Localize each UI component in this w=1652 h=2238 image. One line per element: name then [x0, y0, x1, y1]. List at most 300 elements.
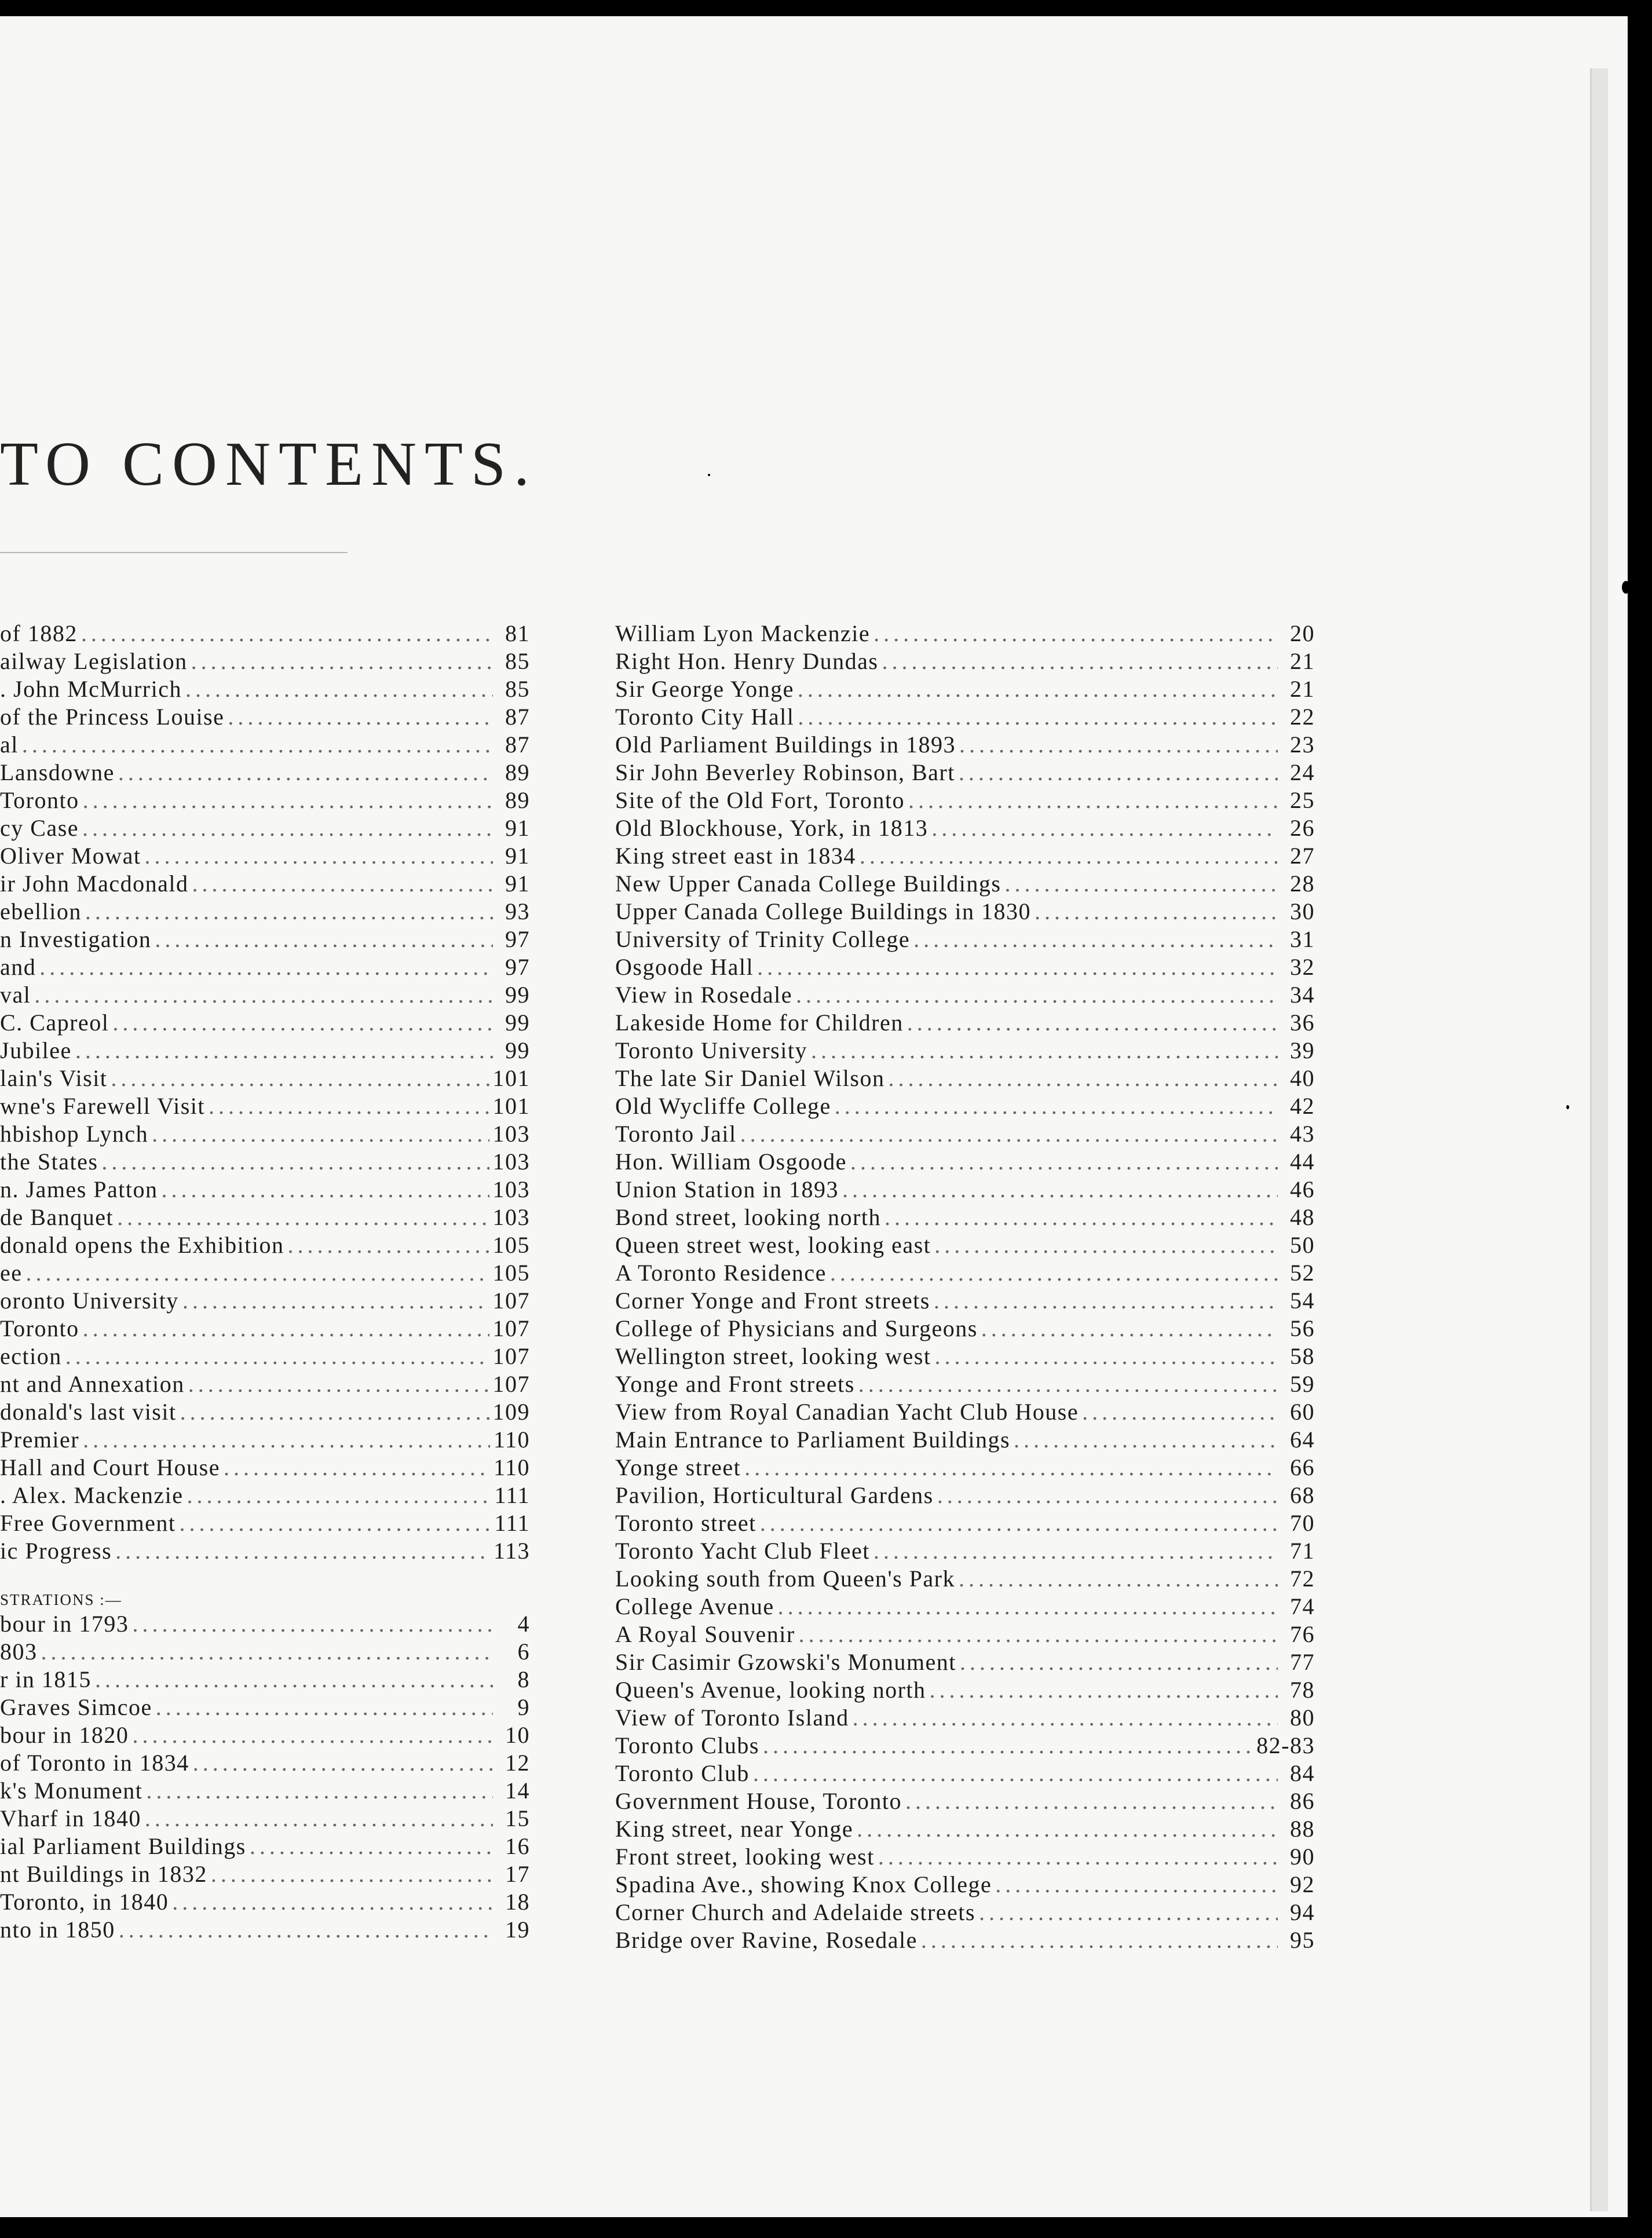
dot-leader: [873, 620, 1278, 648]
dot-leader: [930, 1676, 1278, 1704]
contents-entry: [0, 1721, 530, 1749]
entry-label: Yonge street: [615, 1454, 741, 1480]
entry-label: . John McMurrich: [0, 676, 182, 702]
contents-entry: [615, 1648, 1315, 1676]
entry-page-number: 105: [492, 1260, 530, 1286]
dot-leader: [799, 1621, 1278, 1648]
entry-label: Queen's Avenue, looking north: [615, 1677, 926, 1703]
dot-leader: [83, 1426, 490, 1454]
entry-page-number: 52: [1290, 1260, 1315, 1286]
contents-entry: [0, 1231, 530, 1259]
entry-page-number: 90: [1290, 1844, 1315, 1870]
dot-leader: [182, 1287, 489, 1315]
entry-label: William Lyon Mackenzie: [615, 620, 871, 646]
contents-entry: [615, 1204, 1315, 1231]
contents-entry: [615, 1009, 1315, 1037]
entry-page-number: 17: [505, 1861, 530, 1887]
entry-label: C. Capreol: [0, 1010, 109, 1036]
contents-entry: [615, 1871, 1315, 1899]
dot-leader: [185, 675, 493, 703]
contents-entry: [615, 675, 1315, 703]
entry-page-number: 76: [1290, 1621, 1315, 1647]
entry-label: Hon. William Osgoode: [615, 1149, 847, 1175]
dot-leader: [22, 731, 493, 759]
contents-entry: [0, 1777, 530, 1805]
dot-leader: [981, 1315, 1278, 1343]
entry-page-number: 107: [492, 1288, 530, 1314]
entry-label: ir John Macdonald: [0, 871, 189, 897]
contents-entry: [0, 1482, 530, 1509]
entry-label: Oliver Mowat: [0, 843, 141, 869]
contents-entry: [615, 1370, 1315, 1398]
dot-leader: [937, 1482, 1278, 1509]
entry-label: Toronto Clubs: [615, 1732, 759, 1758]
contents-entry: [615, 814, 1315, 842]
entry-page-number: 107: [492, 1371, 530, 1397]
contents-entry: [0, 759, 530, 787]
dot-leader: [1004, 870, 1278, 898]
entry-label: donald's last visit: [0, 1399, 177, 1425]
entry-page-number: 12: [505, 1750, 530, 1776]
entry-label: n. James Patton: [0, 1176, 158, 1202]
entry-page-number: 101: [492, 1065, 530, 1091]
entry-page-number: 95: [1290, 1927, 1315, 1953]
contents-entry: [615, 1704, 1315, 1732]
entry-page-number: 99: [505, 1010, 530, 1036]
contents-entry: [615, 1537, 1315, 1565]
entry-page-number: 19: [505, 1917, 530, 1943]
entry-label: Premier: [0, 1427, 80, 1453]
contents-entry: [0, 926, 530, 953]
entry-label: of 1882: [0, 620, 78, 646]
entry-page-number: 20: [1290, 620, 1315, 646]
dot-leader: [959, 731, 1278, 759]
dot-leader: [211, 1860, 493, 1888]
dot-leader: [83, 1315, 489, 1343]
dot-leader: [26, 1259, 489, 1287]
entry-label: Toronto University: [615, 1037, 807, 1063]
entry-page-number: 40: [1290, 1065, 1315, 1091]
entry-label: donald opens the Exhibition: [0, 1232, 284, 1258]
entry-page-number: 21: [1290, 676, 1315, 702]
entry-label: Spadina Ave., showing Knox College: [615, 1871, 992, 1897]
entry-label: bour in 1793: [0, 1611, 129, 1637]
contents-entry: [0, 1204, 530, 1231]
illustrations-subheading: STRATIONS :—: [0, 1591, 122, 1608]
entry-page-number: 58: [1290, 1343, 1315, 1369]
entry-label: Jubilee: [0, 1037, 72, 1063]
entry-page-number: 23: [1290, 732, 1315, 758]
entry-page-number: 30: [1290, 898, 1315, 924]
dot-leader: [757, 953, 1278, 981]
illustrations-list: [0, 1610, 530, 1944]
contents-entry: [615, 1509, 1315, 1537]
entry-page-number: 44: [1290, 1149, 1315, 1175]
contents-entry: [0, 1509, 530, 1537]
entry-page-number: 97: [505, 926, 530, 952]
dot-leader: [250, 1833, 493, 1860]
contents-column-right: [615, 620, 1315, 1954]
entry-label: Toronto: [0, 1315, 79, 1341]
entry-page-number: 4: [517, 1611, 530, 1637]
entry-label: ebellion: [0, 898, 82, 924]
entry-label: n Investigation: [0, 926, 152, 952]
entry-page-number: 14: [505, 1778, 530, 1804]
entry-page-number: 80: [1290, 1705, 1315, 1731]
dot-leader: [95, 1666, 493, 1694]
entry-label: nto in 1850: [0, 1917, 115, 1943]
entry-label: Bond street, looking north: [615, 1204, 881, 1230]
entry-label: Wellington street, looking west: [615, 1343, 931, 1369]
entry-label: Graves Simcoe: [0, 1694, 152, 1720]
entry-label: Toronto Club: [615, 1760, 750, 1786]
contents-entry: [0, 814, 530, 842]
entry-page-number: 91: [505, 815, 530, 841]
entry-page-number: 81: [505, 620, 530, 646]
contents-entry: [615, 1259, 1315, 1287]
dot-leader: [744, 1454, 1278, 1482]
entry-label: A Royal Souvenir: [615, 1621, 795, 1647]
entry-label: Osgoode Hall: [615, 954, 754, 980]
dot-leader: [115, 1537, 490, 1565]
dot-leader: [873, 1537, 1278, 1565]
dot-leader: [934, 1343, 1278, 1370]
contents-entry: [0, 1287, 530, 1315]
entry-page-number: 56: [1290, 1315, 1315, 1341]
contents-entry: [0, 1638, 530, 1666]
entry-page-number: 26: [1290, 815, 1315, 841]
scan-speck: [1566, 1105, 1569, 1109]
entry-label: View of Toronto Island: [615, 1705, 849, 1731]
entry-label: Front street, looking west: [615, 1844, 875, 1870]
dot-leader: [101, 1148, 489, 1176]
contents-entry: [615, 1120, 1315, 1148]
contents-entry: [615, 1231, 1315, 1259]
contents-entry: [0, 1176, 530, 1204]
contents-entry: [615, 1732, 1315, 1760]
scan-speck: [708, 474, 710, 476]
entry-page-number: 50: [1290, 1232, 1315, 1258]
contents-entry: [615, 870, 1315, 898]
dot-leader: [934, 1287, 1278, 1315]
entry-page-number: 93: [505, 898, 530, 924]
entry-page-number: 31: [1290, 926, 1315, 952]
contents-entry: [615, 842, 1315, 870]
dot-leader: [842, 1176, 1278, 1204]
contents-entry: [0, 981, 530, 1009]
entry-label: ailway Legislation: [0, 648, 188, 674]
dot-leader: [959, 759, 1278, 787]
dot-leader: [885, 1204, 1278, 1231]
dot-leader: [65, 1343, 489, 1370]
entry-page-number: 28: [1290, 871, 1315, 897]
contents-entry: [615, 1092, 1315, 1120]
section-gap: [0, 1565, 530, 1582]
contents-entry: [615, 1287, 1315, 1315]
entry-page-number: 107: [492, 1315, 530, 1341]
entry-page-number: 85: [505, 648, 530, 674]
entry-label: Queen street west, looking east: [615, 1232, 931, 1258]
dot-leader: [146, 1777, 493, 1805]
contents-entry: [615, 1065, 1315, 1092]
contents-entry: [0, 1343, 530, 1370]
entry-page-number: 111: [494, 1510, 530, 1536]
entry-page-number: 48: [1290, 1204, 1315, 1230]
dot-leader: [931, 814, 1278, 842]
entry-page-number: 8: [517, 1666, 530, 1692]
entry-label: wne's Farewell Visit: [0, 1093, 206, 1119]
contents-entry: [615, 1482, 1315, 1509]
dot-leader: [860, 842, 1278, 870]
dot-leader: [191, 648, 493, 675]
dot-leader: [811, 1037, 1278, 1065]
entry-label: nt Buildings in 1832: [0, 1861, 207, 1887]
entry-page-number: 110: [493, 1454, 530, 1480]
entry-page-number: 46: [1290, 1176, 1315, 1202]
contents-entry: [615, 1343, 1315, 1370]
contents-entry: [615, 703, 1315, 731]
contents-entry: [0, 1694, 530, 1721]
contents-entry: [0, 1610, 530, 1638]
page-edge-band: [1590, 68, 1608, 2211]
contents-entry: [0, 787, 530, 814]
entry-label: Main Entrance to Parliament Buildings: [615, 1427, 1011, 1453]
contents-entry: [0, 1833, 530, 1860]
entry-page-number: 105: [492, 1232, 530, 1258]
entry-page-number: 6: [517, 1639, 530, 1665]
contents-entry: [615, 1926, 1315, 1954]
entry-label: of Toronto in 1834: [0, 1750, 189, 1776]
contents-entry: [0, 1749, 530, 1777]
entry-page-number: 9: [517, 1694, 530, 1720]
entry-label: cy Case: [0, 815, 79, 841]
entry-page-number: 113: [493, 1538, 530, 1564]
contents-entry: [615, 981, 1315, 1009]
entry-label: Toronto City Hall: [615, 704, 795, 730]
contents-entry: [0, 1805, 530, 1833]
entry-page-number: 107: [492, 1343, 530, 1369]
contents-entry: [615, 1315, 1315, 1343]
contents-entry: [615, 1899, 1315, 1926]
dot-leader: [778, 1593, 1278, 1621]
dot-leader: [156, 1694, 493, 1721]
dot-leader: [913, 926, 1278, 953]
entry-page-number: 103: [492, 1121, 530, 1147]
entry-label: Sir Casimir Gzowski's Monument: [615, 1649, 956, 1675]
entry-label: Lansdowne: [0, 759, 115, 785]
dot-leader: [796, 981, 1278, 1009]
dot-leader: [224, 1454, 490, 1482]
entry-page-number: 10: [505, 1722, 530, 1748]
dot-leader: [180, 1509, 491, 1537]
entry-label: Old Parliament Buildings in 1893: [615, 732, 956, 758]
dot-leader: [81, 620, 493, 648]
dot-leader: [1082, 1398, 1278, 1426]
title-rule: [0, 552, 348, 553]
entry-page-number: 99: [505, 1037, 530, 1063]
entry-label: ial Parliament Buildings: [0, 1833, 246, 1859]
entry-page-number: 72: [1290, 1566, 1315, 1592]
dot-leader: [905, 1787, 1278, 1815]
entry-label: Yonge and Front streets: [615, 1371, 855, 1397]
entry-label: Looking south from Queen's Park: [615, 1566, 955, 1592]
contents-entry: [615, 1593, 1315, 1621]
dot-leader: [760, 1509, 1278, 1537]
dot-leader: [878, 1843, 1278, 1871]
dot-leader: [1014, 1426, 1278, 1454]
entry-label: ic Progress: [0, 1538, 112, 1564]
entry-page-number: 82-83: [1256, 1732, 1315, 1758]
entry-label: A Toronto Residence: [615, 1260, 827, 1286]
dot-leader: [995, 1871, 1278, 1899]
entry-label: the States: [0, 1149, 98, 1175]
entry-label: r in 1815: [0, 1666, 92, 1692]
entry-label: College of Physicians and Surgeons: [615, 1315, 978, 1341]
entry-label: Vharf in 1840: [0, 1805, 141, 1831]
dot-leader: [34, 981, 493, 1009]
dot-leader: [187, 1482, 491, 1509]
dot-leader: [119, 1916, 493, 1944]
dot-leader: [132, 1610, 493, 1638]
dot-leader: [287, 1231, 489, 1259]
entry-page-number: 54: [1290, 1288, 1315, 1314]
contents-entry: [0, 1916, 530, 1944]
left-entries-list: [0, 620, 530, 1565]
dot-leader: [85, 898, 493, 926]
contents-entry: [0, 1037, 530, 1065]
entry-label: Old Wycliffe College: [615, 1093, 831, 1119]
entry-page-number: 60: [1290, 1399, 1315, 1425]
entry-label: Toronto: [0, 787, 79, 813]
entry-label: Toronto Yacht Club Fleet: [615, 1538, 870, 1564]
entry-label: ection: [0, 1343, 62, 1369]
entry-page-number: 59: [1290, 1371, 1315, 1397]
contents-entry: [0, 1259, 530, 1287]
contents-entry: [615, 1398, 1315, 1426]
entry-page-number: 78: [1290, 1677, 1315, 1703]
entry-page-number: 103: [492, 1204, 530, 1230]
entry-label: 803: [0, 1639, 38, 1665]
dot-leader: [193, 1749, 493, 1777]
entry-page-number: 66: [1290, 1454, 1315, 1480]
entry-label: ee: [0, 1260, 23, 1286]
entry-page-number: 89: [505, 787, 530, 813]
contents-entry: [0, 842, 530, 870]
entry-page-number: 94: [1290, 1899, 1315, 1925]
entry-page-number: 68: [1290, 1482, 1315, 1508]
contents-entry: [615, 787, 1315, 814]
entry-page-number: 87: [505, 704, 530, 730]
entry-page-number: 89: [505, 759, 530, 785]
entry-label: val: [0, 982, 31, 1008]
entry-page-number: 64: [1290, 1427, 1315, 1453]
dot-leader: [188, 1370, 489, 1398]
contents-entry: [615, 898, 1315, 926]
entry-page-number: 70: [1290, 1510, 1315, 1536]
entry-label: of the Princess Louise: [0, 704, 225, 730]
dot-leader: [152, 1120, 489, 1148]
entry-page-number: 110: [493, 1427, 530, 1453]
entry-label: oronto University: [0, 1288, 179, 1314]
entry-page-number: 109: [492, 1399, 530, 1425]
dot-leader: [111, 1065, 489, 1092]
entry-page-number: 34: [1290, 982, 1315, 1008]
dot-leader: [835, 1092, 1278, 1120]
dot-leader: [979, 1899, 1278, 1926]
dot-leader: [798, 703, 1278, 731]
dot-leader: [39, 953, 493, 981]
entry-label: Upper Canada College Buildings in 1830: [615, 898, 1032, 924]
entry-label: and: [0, 954, 36, 980]
dot-leader: [753, 1760, 1278, 1787]
contents-entry: [0, 1148, 530, 1176]
contents-entry: [0, 1888, 530, 1916]
scan-speck: [1622, 581, 1628, 594]
dot-leader: [882, 648, 1278, 675]
contents-entry: [0, 1370, 530, 1398]
contents-entry: [615, 953, 1315, 981]
contents-entry: [0, 1120, 530, 1148]
entry-label: lain's Visit: [0, 1065, 108, 1091]
entry-page-number: 25: [1290, 787, 1315, 813]
contents-entry: [615, 1815, 1315, 1843]
entry-page-number: 87: [505, 732, 530, 758]
contents-entry: [615, 1176, 1315, 1204]
entry-label: Government House, Toronto: [615, 1788, 902, 1814]
entry-page-number: 21: [1290, 648, 1315, 674]
entry-page-number: 84: [1290, 1760, 1315, 1786]
entry-label: Free Government: [0, 1510, 176, 1536]
entry-label: hbishop Lynch: [0, 1121, 149, 1147]
entry-page-number: 42: [1290, 1093, 1315, 1119]
dot-leader: [180, 1398, 489, 1426]
entry-page-number: 15: [505, 1805, 530, 1831]
dot-leader: [934, 1231, 1278, 1259]
contents-entry: [615, 1565, 1315, 1593]
contents-entry: [615, 1621, 1315, 1648]
dot-leader: [145, 1805, 493, 1833]
dot-leader: [117, 1204, 489, 1231]
contents-entry: [615, 759, 1315, 787]
entry-label: . Alex. Mackenzie: [0, 1482, 184, 1508]
entry-label: Sir John Beverley Robinson, Bart: [615, 759, 955, 785]
contents-entry: [0, 675, 530, 703]
entry-label: Union Station in 1893: [615, 1176, 839, 1202]
contents-entry: [615, 926, 1315, 953]
entry-page-number: 85: [505, 676, 530, 702]
contents-entry: [0, 703, 530, 731]
contents-entry: [615, 1843, 1315, 1871]
entry-label: Site of the Old Fort, Toronto: [615, 787, 905, 813]
dot-leader: [209, 1092, 489, 1120]
entry-label: Bridge over Ravine, Rosedale: [615, 1927, 918, 1953]
entry-page-number: 99: [505, 982, 530, 1008]
entry-label: New Upper Canada College Buildings: [615, 871, 1002, 897]
entry-page-number: 77: [1290, 1649, 1315, 1675]
entry-label: Lakeside Home for Children: [615, 1010, 904, 1036]
entry-label: nt and Annexation: [0, 1371, 185, 1397]
entry-label: Old Blockhouse, York, in 1813: [615, 815, 929, 841]
entry-page-number: 86: [1290, 1788, 1315, 1814]
document-page: [0, 16, 1628, 2217]
contents-entry: [615, 1454, 1315, 1482]
contents-entry: [0, 1426, 530, 1454]
dot-leader: [907, 1009, 1278, 1037]
entry-label: Toronto street: [615, 1510, 756, 1536]
entry-label: al: [0, 732, 19, 758]
entry-label: de Banquet: [0, 1204, 114, 1230]
contents-entry: [615, 648, 1315, 675]
